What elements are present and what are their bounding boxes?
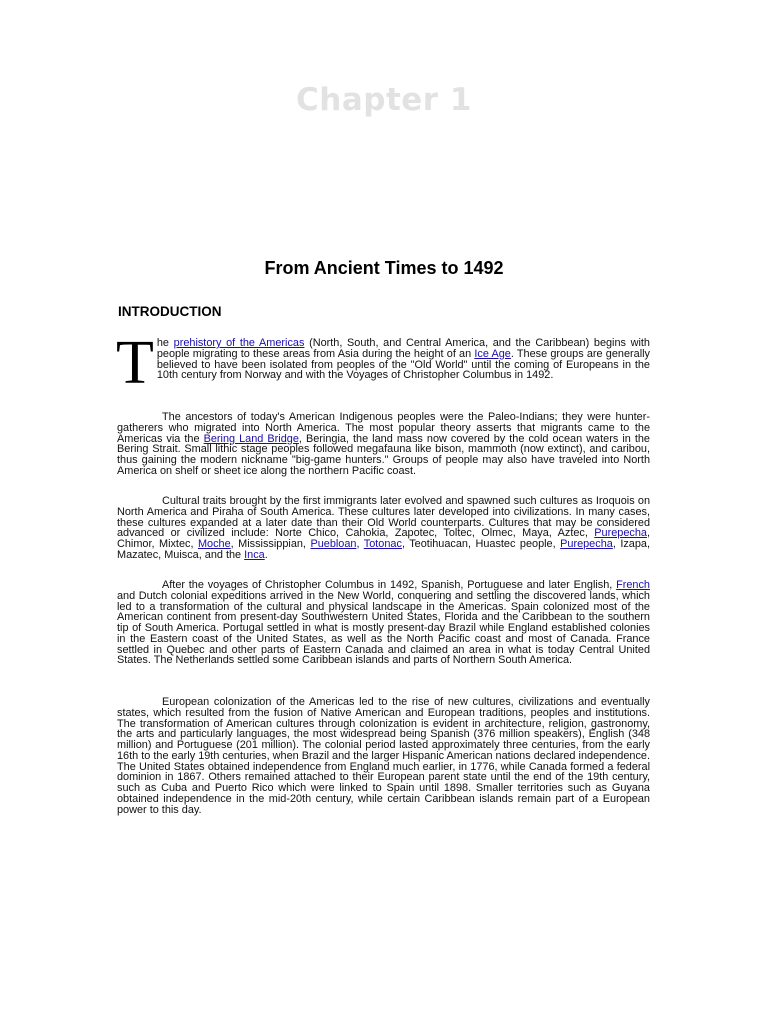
hyperlink-bering-land-bridge[interactable]: Bering Land Bridge: [203, 432, 299, 445]
text-run: European colonization of the Americas led to the rise of new cultures, civilizations and eventually states, which resulted from the fusion of Native American and European traditions, peoples and institutions. The transformation of American cultures through colonization is evident in architecture, religion, gastronomy, the arts and particularly languages, the most widespread being Spanish (376 million speakers), English (348 million) and Portuguese (201 million). The colonial period lasted approximately three centuries, from the early 16th to the early 19th centuries, when Brazil and the larger Hispanic American nations declared independence. The United States obtained independence from England much earlier, in 1776, while Canada formed a federal dominion in 1867. Others remained attached to their European parent state until the end of the 19th century, such as Cuba and Puerto Rico which were linked to Spain until 1898. Smaller territories such as Guyana obtained independence in the mid-20th century, while certain Caribbean islands remain part of a European power to this day.: [117, 696, 650, 816]
text-run: , Mississippian,: [230, 538, 311, 550]
text-run: and Dutch colonial expeditions arrived in the New World, conquering and settling the discovered lands, which led to a transformation of the cultural and physical landscape in the Americas. Spain colonized most of the American continent from present-day Southwestern United States, Florida and the Caribbean to the southern tip of South America. Portugal settled in what is mostly present-day Brazil while England established colonies in the Eastern coast of the United States, as well as the North Pacific coast and most of Canada. France settled in Quebec and other parts of Eastern Canada and claimed an area in what is today Central United States. The Netherlands settled some Caribbean islands and parts of Northern South America.: [117, 589, 650, 667]
chapter-label: Chapter 1: [296, 82, 472, 118]
paragraph-european-colonization: [117, 697, 650, 815]
hyperlink-purepecha[interactable]: Purepecha: [560, 538, 613, 550]
paragraph-cultural-traits: [117, 496, 650, 561]
hyperlink-totonac[interactable]: Totonac: [363, 538, 402, 550]
text-run: (North, South, and Central America, and the Caribbean) begins with people migrating to these areas from Asia during the height of an: [156, 337, 650, 360]
section-heading: INTRODUCTION: [118, 304, 222, 319]
paragraph-text: [117, 338, 650, 381]
text-run: , Teotihuacan, Huastec people,: [401, 538, 561, 550]
text-run: , Izapa, Mazatec, Muisca, and the: [117, 538, 650, 561]
hyperlink-puebloan[interactable]: Puebloan: [310, 538, 357, 550]
text-run: , Chimor, Mixtec,: [117, 527, 650, 550]
text-run: , Beringia, the land mass now covered by the cold ocean waters in the Bering Strait. Small lithic stage peoples followed megafauna like bison, mammoth (now extinct), and caribou, thus gaining the modern nickname "big-game hunters." Groups of people may also have traveled into North America on shelf or sheet ice along the northern Pacific coast.: [117, 432, 650, 477]
text-run: ,: [356, 538, 364, 550]
paragraph-text: [117, 496, 650, 561]
text-run: Cultural traits brought by the first immigrants later evolved and spawned such cultures as Iroquois on North America and Piraha of South America. These cultures later developed into civilizations. In many cases, these cultures expanded at a later date than their Old World counterparts. Cultures that may be considered advanced or civilized include: Norte Chico, Cahokia, Zapotec, Toltec, Olmec, Maya, Aztec,: [117, 495, 650, 540]
text-run: The ancestors of today's American Indigenous peoples were the Paleo-Indians; they were hunter-gatherers who migrated into North America. The most popular theory asserts that migrants came to the Americas via the: [117, 411, 650, 445]
paragraph-text: [117, 412, 650, 477]
paragraph-colonial-expeditions: [117, 580, 650, 666]
hyperlink-ice-age[interactable]: Ice Age: [474, 347, 511, 360]
text-run: he: [156, 337, 174, 349]
text-run: After the voyages of Christopher Columbus in 1492, Spanish, Portuguese and later English,: [162, 579, 617, 591]
hyperlink-purepecha[interactable]: Purepecha: [594, 527, 647, 540]
text-run: .: [264, 548, 268, 561]
paragraph-text: [117, 697, 650, 815]
paragraph-prehistory: [116, 329, 650, 397]
hyperlink-inca[interactable]: Inca: [244, 548, 265, 561]
text-run: . These groups are generally believed to have been isolated from peoples of the "Old World" until the coming of Europeans in the 10th century from Norway and with the Voyages of Christopher Columbus in 1492.: [156, 347, 650, 382]
drop-cap: T: [116, 329, 154, 397]
page-title: From Ancient Times to 1492: [264, 258, 504, 278]
hyperlink-moche[interactable]: Moche: [197, 538, 231, 550]
paragraph-paleo-indians: [117, 412, 650, 477]
hyperlink-prehistory-of-the-americas[interactable]: prehistory of the Americas: [173, 337, 305, 349]
hyperlink-french[interactable]: French: [616, 579, 650, 591]
paragraph-text: [117, 580, 650, 666]
